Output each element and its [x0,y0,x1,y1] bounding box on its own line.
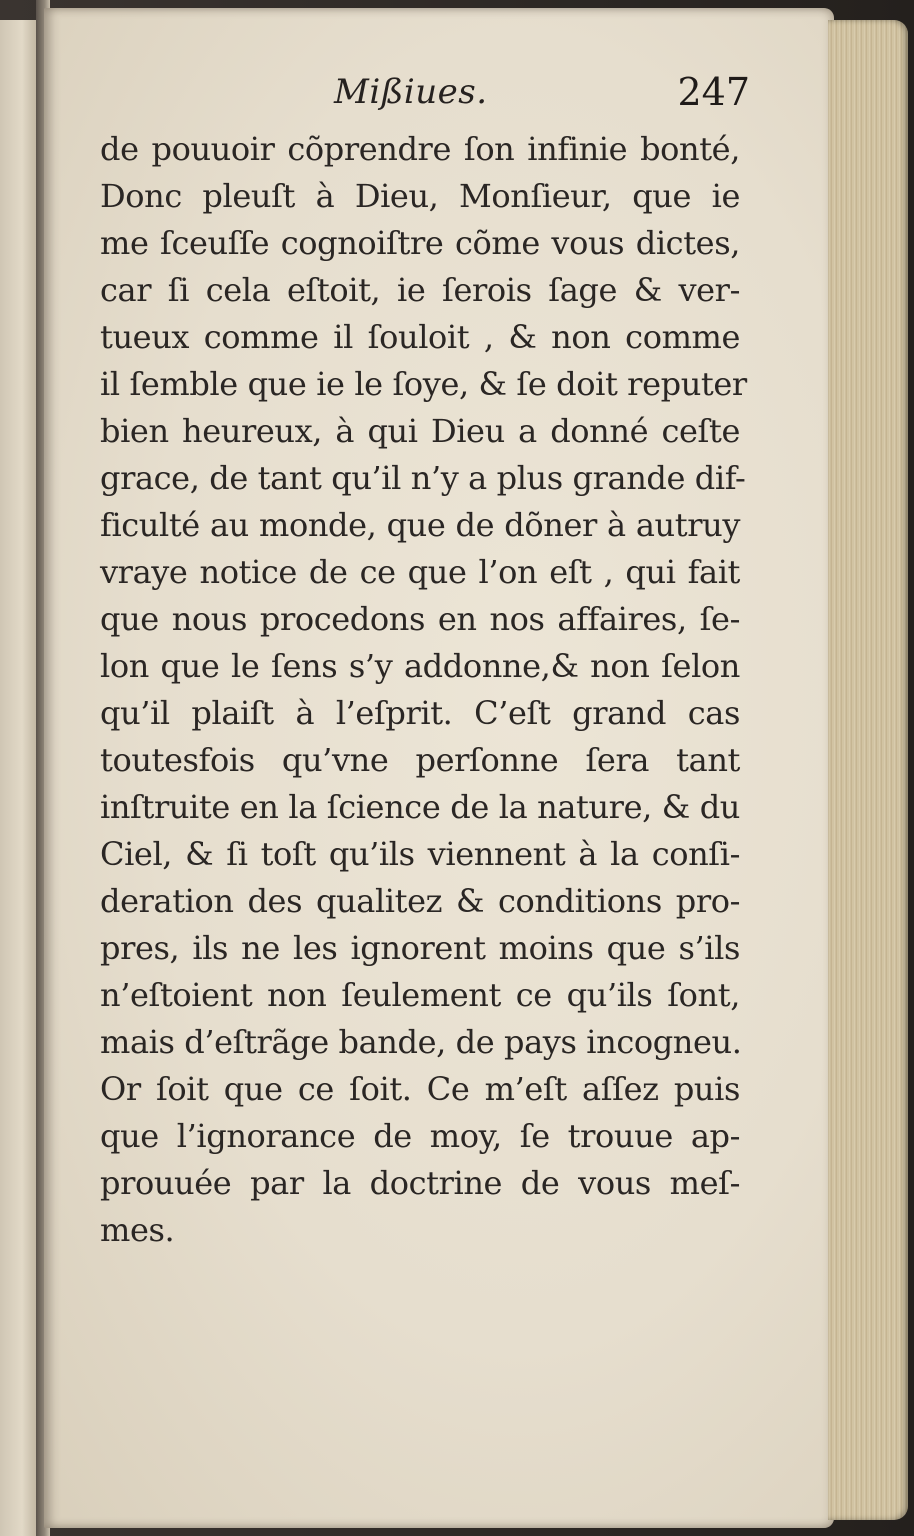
running-title: Mißiues. [334,72,488,112]
text-line: pres, ils ne les ignorent moins que s’ils [100,929,740,967]
text-line: lon que le ſens s’y addonne,& non ſelon [100,647,740,685]
text-line: que nous procedons en nos affaires, ſe- [100,600,740,638]
text-line: bien heureux, à qui Dieu a donné ceſte [100,412,740,450]
text-line: Ciel, & ſi toſt qu’ils viennent à la conſi- [100,835,740,873]
page-fore-edge [828,20,908,1520]
text-line: de pouuoir cõprendre ſon infinie bonté, [100,130,740,168]
body-text [100,126,747,1254]
text-line: toutesfois qu’vne perſonne ſera tant [100,741,740,779]
text-line: Donc pleuſt à Dieu, Monſieur, que ie [100,177,740,215]
text-line: inſtruite en la ſcience de la nature, & du [100,788,740,826]
book-page [44,8,834,1528]
previous-page-edge [0,20,40,1536]
text-line: Or ſoit que ce ſoit. Ce m’eſt aſſez puis [100,1070,740,1108]
text-line: tueux comme il ſouloit , & non comme [100,318,740,356]
text-line: vraye notice de ce que l’on eſt , qui fait [100,553,740,591]
text-line: me ſceuſſe cognoiſtre cõme vous dictes, [100,224,740,262]
text-line: prouuée par la doctrine de vous meſ- [100,1164,740,1202]
text-line: que l’ignorance de moy, ſe trouue ap- [100,1117,740,1155]
page-number: 247 [677,70,750,114]
text-line: mes. [100,1211,175,1249]
text-line: ficulté au monde, que de dõner à autruy [100,506,740,544]
text-line: qu’il plaiſt à l’eſprit. C’eſt grand cas [100,694,740,732]
text-line: deration des qualitez & conditions pro- [100,882,740,920]
text-line: car ſi cela eſtoit, ie ſerois ſage & ver- [100,271,740,309]
page-header [104,64,754,122]
text-line: mais d’eſtrãge bande, de pays incogneu. [100,1023,742,1061]
text-line: il ſemble que ie le ſoye, & ſe doit reputer [100,365,747,403]
text-line: n’eſtoient non ſeulement ce qu’ils ſont, [100,976,740,1014]
text-line: grace, de tant qu’il n’y a plus grande dif- [100,459,746,497]
